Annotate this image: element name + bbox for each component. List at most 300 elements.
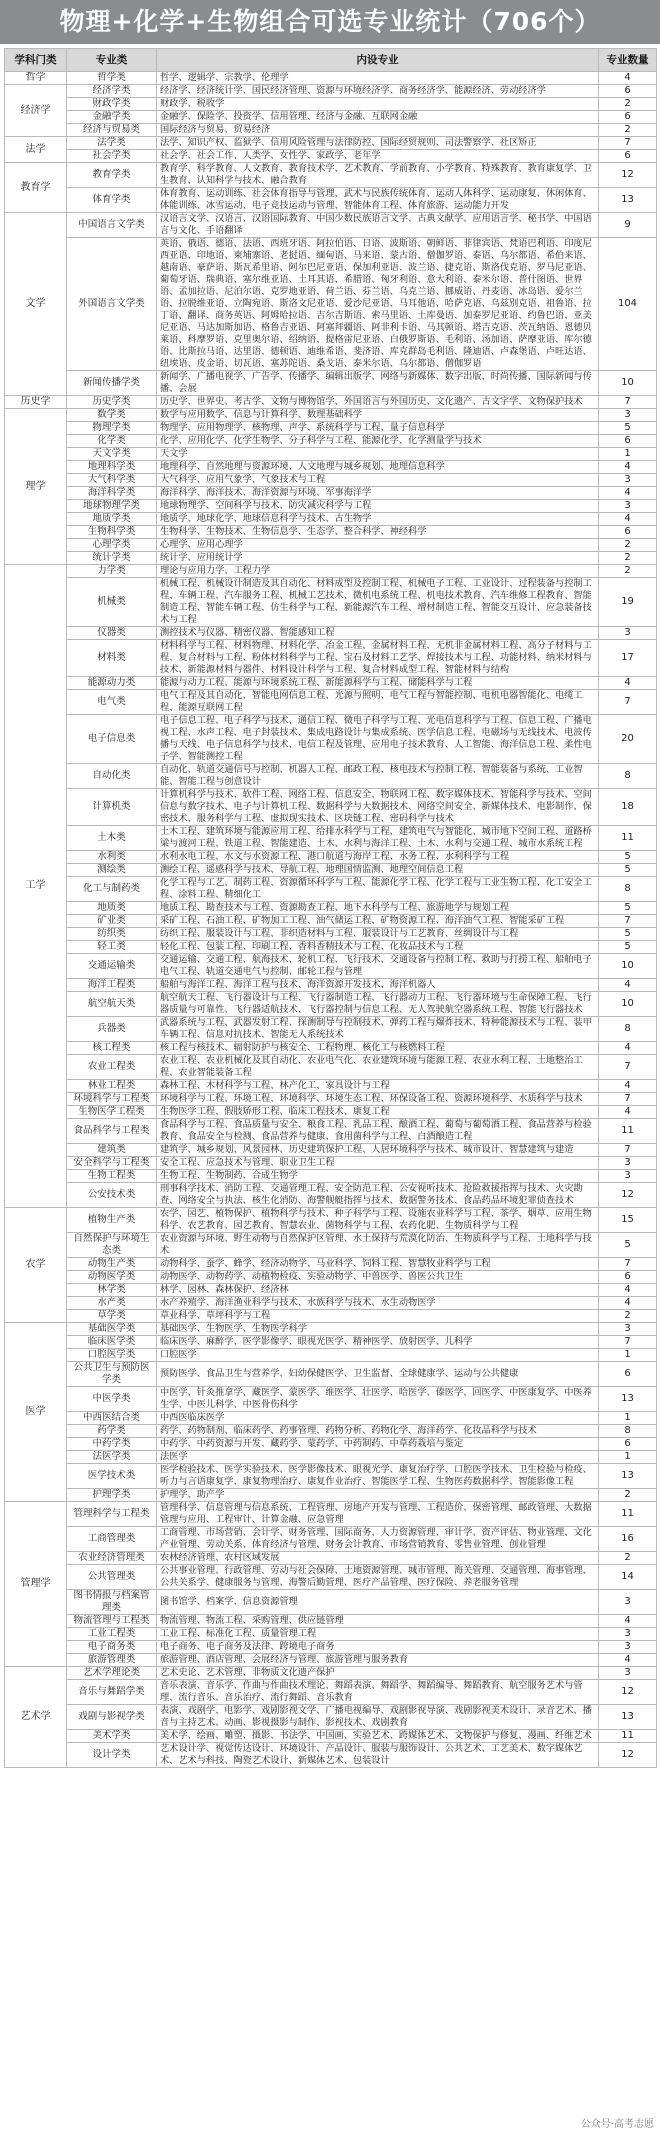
count-cell: 7: [599, 396, 657, 409]
table-row: [5, 851, 657, 864]
content-cell: 口腔医学: [157, 1349, 599, 1362]
major-class-cell: 公共卫生与预防医学类: [67, 1362, 157, 1387]
major-class-cell: 公安技术类: [67, 1183, 157, 1208]
content-cell: 管理科学、信息管理与信息系统、工程管理、房地产开发与管理、工程造价、保密管理、邮政管理、大数据管理与应用、工程审计、计算金融、应急管理: [157, 1502, 599, 1527]
content-cell: 物理学、应用物理学、核物理、声学、系统科学与工程、量子信息科学: [157, 422, 599, 435]
count-cell: 2: [599, 124, 657, 137]
table-row: [5, 1323, 657, 1336]
table-row: [5, 238, 657, 371]
table-row: [5, 941, 657, 954]
table-row: [5, 1258, 657, 1271]
table-row: [5, 992, 657, 1017]
count-cell: 8: [599, 877, 657, 902]
content-cell: 船舶与海洋工程、海洋工程与技术、海洋资源开发技术、海洋机器人: [157, 979, 599, 992]
count-cell: 3: [599, 1641, 657, 1654]
content-cell: 农业资源与环境、野生动物与自然保护区管理、水土保持与荒漠化防治、生物质科学与工程、土地科学与技术: [157, 1233, 599, 1258]
content-cell: 安全工程、应急技术与管理、职业卫生工程: [157, 1157, 599, 1170]
major-class-cell: 大气科学类: [67, 474, 157, 487]
table-row: [5, 954, 657, 979]
count-cell: 2: [599, 552, 657, 565]
count-cell: 6: [599, 150, 657, 163]
major-class-cell: 海洋科学类: [67, 487, 157, 500]
table-row: [5, 526, 657, 539]
table-row: [5, 1157, 657, 1170]
count-cell: 1: [599, 1412, 657, 1425]
major-class-cell: 草学类: [67, 1310, 157, 1323]
content-cell: 核工程与核技术、辐射防护与核安全、工程物理、核化工与核燃料工程: [157, 1042, 599, 1055]
major-class-cell: 经济与贸易类: [67, 124, 157, 137]
table-row: [5, 1654, 657, 1667]
content-cell: 中医学、针灸推拿学、藏医学、蒙医学、维医学、壮医学、哈医学、傣医学、回医学、中医康复学、中医养生学、中医儿科学、中医骨伤科学: [157, 1387, 599, 1412]
table-row: [5, 877, 657, 902]
major-class-cell: 农业经济管理类: [67, 1552, 157, 1565]
count-cell: 8: [599, 764, 657, 789]
content-cell: 海洋科学、海洋技术、海洋资源与环境、军事海洋学: [157, 487, 599, 500]
table-row: [5, 1628, 657, 1641]
major-class-cell: 生物工程类: [67, 1170, 157, 1183]
content-cell: 生物医学工程、假肢矫形工程、临床工程技术、康复工程: [157, 1106, 599, 1119]
count-cell: 14: [599, 1565, 657, 1590]
count-cell: 11: [599, 1502, 657, 1527]
count-cell: 3: [599, 627, 657, 640]
major-class-cell: 生物医学工程类: [67, 1106, 157, 1119]
content-cell: 航空航天工程、飞行器设计与工程、飞行器制造工程、飞行器动力工程、飞行器环境与生命保障工程、飞行器质量与可靠性、飞行器适航技术、飞行器控制与信息工程、无人驾驶航空器系统工程、智能飞行器技术: [157, 992, 599, 1017]
table-row: [5, 409, 657, 422]
category-cell: 农学: [5, 1208, 67, 1323]
count-cell: 1: [599, 448, 657, 461]
count-cell: 3: [599, 1170, 657, 1183]
content-cell: 体育教育、运动训练、社会体育指导与管理、武术与民族传统体育、运动人体科学、运动康复、休闲体育、体能训练、冰雪运动、电子竞技运动与管理、智能体育工程、体育旅游、运动能力开发: [157, 188, 599, 213]
count-cell: 4: [599, 513, 657, 526]
content-cell: 农林经济管理、农村区域发展: [157, 1552, 599, 1565]
table-row: [5, 213, 657, 238]
category-cell: 历史学: [5, 396, 67, 409]
count-cell: 4: [599, 677, 657, 690]
count-cell: 1: [599, 1349, 657, 1362]
content-cell: 中药学、中药资源与开发、藏药学、蒙药学、中药制药、中草药栽培与鉴定: [157, 1438, 599, 1451]
content-cell: 英语、俄语、德语、法语、西班牙语、阿拉伯语、日语、波斯语、朝鲜语、菲律宾语、梵语巴利语、印度尼西亚语、印地语、柬埔寨语、老挝语、缅甸语、马来语、蒙古语、僧伽罗语、泰语、乌尔都语、希伯来语、越南语、豪萨语、斯瓦希里语、阿尔巴尼亚语、保加利亚语、波兰语、捷克语、斯洛伐克语、罗马尼亚语、葡萄牙语、瑞典语、塞尔维亚语、土耳其语、希腊语、匈牙利语、意大利语、泰米尔语、普什图语、世界语、孟加拉语、尼泊尔语、克罗地亚语、荷兰语、芬兰语、乌克兰语、挪威语、丹麦语、冰岛语、爱尔兰语、拉脱维亚语、立陶宛语、斯洛文尼亚语、爱沙尼亚语、马耳他语、哈萨克语、乌兹别克语、祖鲁语、拉丁语、翻译、商务英语、阿姆哈拉语、吉尔吉斯语、索马里语、土库曼语、加泰罗尼亚语、约鲁巴语、亚美尼亚语、马达加斯加语、格鲁吉亚语、阿塞拜疆语、阿非利卡语、马其顿语、塔吉克语、茨瓦纳语、恩德贝莱语、科摩罗语、克里奥尔语、绍纳语、提格雷尼亚语、白俄罗斯语、毛利语、汤加语、萨摩亚语、库尔德语、比斯拉马语、达里语、德顿语、迪维希语、斐济语、库克群岛毛利语、隆迪语、卢森堡语、卢旺达语、纽埃语、皮金语、切瓦语、塞苏陀语、桑戈语、泰米尔语、乌尔都语、僧伽罗语: [157, 238, 599, 371]
content-cell: 水产养殖学、海洋渔业科学与技术、水族科学与技术、水生动物医学: [157, 1297, 599, 1310]
major-class-cell: 管理科学与工程类: [67, 1502, 157, 1527]
count-cell: 3: [599, 1323, 657, 1336]
major-class-cell: 美术学类: [67, 1730, 157, 1743]
count-cell: 2: [599, 1310, 657, 1323]
major-class-cell: 外国语言文学类: [67, 238, 157, 371]
content-cell: 临床医学、麻醉学、医学影像学、眼视光医学、精神医学、放射医学、儿科学: [157, 1336, 599, 1349]
table-row: [5, 1271, 657, 1284]
content-cell: 药学、药物制剂、临床药学、药事管理、药物分析、药物化学、海洋药学、化妆品科学与技术: [157, 1425, 599, 1438]
major-class-cell: 护理学类: [67, 1489, 157, 1502]
content-cell: 财政学、税收学: [157, 98, 599, 111]
content-cell: 图书馆学、档案学、信息资源管理: [157, 1590, 599, 1615]
category-cell: 哲学: [5, 72, 67, 85]
major-class-cell: 轻工类: [67, 941, 157, 954]
count-cell: 7: [599, 1093, 657, 1106]
major-class-cell: 机械类: [67, 578, 157, 627]
count-cell: 4: [599, 72, 657, 85]
count-cell: 8: [599, 1017, 657, 1042]
table-row: [5, 552, 657, 565]
content-cell: 纺织工程、服装设计与工程、非织造材料与工程、服装设计与工艺教育、丝绸设计与工程: [157, 928, 599, 941]
table-row: [5, 979, 657, 992]
major-class-cell: 中医学类: [67, 1387, 157, 1412]
count-cell: 7: [599, 1144, 657, 1157]
major-class-cell: 航空航天类: [67, 992, 157, 1017]
table-row: [5, 1144, 657, 1157]
content-cell: 电子信息工程、电子科学与技术、通信工程、微电子科学与工程、光电信息科学与工程、信息工程、广播电视工程、水声工程、电子封装技术、集成电路设计与集成系统、医学信息工程、电磁场与无线技术、电波传播与天线、电子信息科学与技术、电信工程及管理、应用电子技术教育、人工智能、海洋信息工程、柔性电子学、智能测控工程: [157, 715, 599, 764]
major-class-cell: 环境科学与工程类: [67, 1093, 157, 1106]
content-cell: 历史学、世界史、考古学、文物与博物馆学、外国语言与外国历史、文化遗产、古文字学、文物保护技术: [157, 396, 599, 409]
content-cell: 物流管理、物流工程、采购管理、供应链管理: [157, 1615, 599, 1628]
count-cell: 2: [599, 539, 657, 552]
content-cell: 化学、应用化学、化学生物学、分子科学与工程、能源化学、化学测量学与技术: [157, 435, 599, 448]
major-class-cell: 动物医学类: [67, 1271, 157, 1284]
count-cell: 12: [599, 1743, 657, 1768]
table-row: [5, 1730, 657, 1743]
content-cell: 护理学、助产学: [157, 1489, 599, 1502]
table-row: [5, 1438, 657, 1451]
table-row: [5, 474, 657, 487]
major-class-cell: 仪器类: [67, 627, 157, 640]
table-row: [5, 1336, 657, 1349]
count-cell: 11: [599, 1119, 657, 1144]
major-class-cell: 工业工程类: [67, 1628, 157, 1641]
major-class-cell: 地理科学类: [67, 461, 157, 474]
count-cell: 3: [599, 1590, 657, 1615]
table-body: [5, 72, 657, 1768]
major-class-cell: 工商管理类: [67, 1527, 157, 1552]
table-row: [5, 1233, 657, 1258]
content-cell: 自动化、轨道交通信号与控制、机器人工程、邮政工程、核电技术与控制工程、智能装备与系统、工业智能、智能工程与创意设计: [157, 764, 599, 789]
major-class-cell: 能源动力类: [67, 677, 157, 690]
major-class-cell: 水利类: [67, 851, 157, 864]
table-row: [5, 928, 657, 941]
content-cell: 动物医学、动物药学、动植物检疫、实验动物学、中兽医学、兽医公共卫生: [157, 1271, 599, 1284]
header-category: 学科门类: [5, 49, 67, 72]
major-class-cell: 地球物理学类: [67, 500, 157, 513]
count-cell: 6: [599, 111, 657, 124]
table-row: [5, 1502, 657, 1527]
table-row: [5, 1362, 657, 1387]
count-cell: 7: [599, 1055, 657, 1080]
count-cell: 8: [599, 1425, 657, 1438]
table-row: [5, 1527, 657, 1552]
table-row: [5, 789, 657, 826]
major-class-cell: 交通运输类: [67, 954, 157, 979]
count-cell: 6: [599, 526, 657, 539]
major-class-cell: 农业工程类: [67, 1055, 157, 1080]
major-class-cell: 电子商务类: [67, 1641, 157, 1654]
count-cell: 7: [599, 1336, 657, 1349]
major-class-cell: 法医学类: [67, 1451, 157, 1464]
category-cell: 文学: [5, 213, 67, 396]
major-class-cell: 计算机类: [67, 789, 157, 826]
content-cell: 电子商务、电子商务及法律、跨境电子商务: [157, 1641, 599, 1654]
major-class-cell: 建筑类: [67, 1144, 157, 1157]
table-row: [5, 422, 657, 435]
major-class-cell: 土木类: [67, 826, 157, 851]
content-cell: 汉语言文学、汉语言、汉语国际教育、中国少数民族语言文学、古典文献学、应用语言学、秘书学、中国语言与文化、手语翻译: [157, 213, 599, 238]
category-cell: 教育学: [5, 163, 67, 213]
count-cell: 16: [599, 1527, 657, 1552]
content-cell: 大气科学、应用气象学、气象技术与工程: [157, 474, 599, 487]
major-class-cell: 公共管理类: [67, 1565, 157, 1590]
table-row: [5, 1042, 657, 1055]
content-cell: 能源与动力工程、能源与环境系统工程、新能源科学与工程、储能科学与工程: [157, 677, 599, 690]
major-class-cell: 食品科学与工程类: [67, 1119, 157, 1144]
count-cell: 5: [599, 902, 657, 915]
major-class-cell: 旅游管理类: [67, 1654, 157, 1667]
content-cell: 新闻学、广播电视学、广告学、传播学、编辑出版学、网络与新媒体、数字出版、时尚传播、国际新闻与传播、会展: [157, 371, 599, 396]
category-cell: 理学: [5, 409, 67, 565]
count-cell: 1: [599, 1451, 657, 1464]
table-row: [5, 163, 657, 188]
major-class-cell: 水产类: [67, 1297, 157, 1310]
content-cell: 地球物理学、空间科学与技术、防灾减灾科学与工程: [157, 500, 599, 513]
table-row: [5, 1552, 657, 1565]
major-class-cell: 纺织类: [67, 928, 157, 941]
content-cell: 金融学、保险学、投资学、信用管理、经济与金融、互联网金融: [157, 111, 599, 124]
count-cell: 2: [599, 565, 657, 578]
table-row: [5, 539, 657, 552]
table-row: [5, 1055, 657, 1080]
content-cell: 艺术设计学、视觉传达设计、环境设计、产品设计、服装与服饰设计、公共艺术、工艺美术、数字媒体艺术、艺术与科技、陶瓷艺术设计、新媒体艺术、包装设计: [157, 1743, 599, 1768]
content-cell: 法学、知识产权、监狱学、信用风险管理与法律防控、国际经贸规则、司法警察学、社区矫正: [157, 137, 599, 150]
count-cell: 5: [599, 941, 657, 954]
count-cell: 4: [599, 979, 657, 992]
content-cell: 教育学、科学教育、人文教育、教育技术学、艺术教育、学前教育、小学教育、特殊教育、教育康复学、卫生教育、认知科学与技术、融合教育: [157, 163, 599, 188]
count-cell: 15: [599, 1208, 657, 1233]
major-class-cell: 地质学类: [67, 513, 157, 526]
content-cell: 数学与应用数学、信息与计算科学、数理基础科学: [157, 409, 599, 422]
table-row: [5, 1093, 657, 1106]
table-row: [5, 1615, 657, 1628]
major-class-cell: 统计学类: [67, 552, 157, 565]
table-row: [5, 1349, 657, 1362]
table-row: [5, 1119, 657, 1144]
content-cell: 水利水电工程、水文与水资源工程、港口航道与海岸工程、水务工程、水利科学与工程: [157, 851, 599, 864]
header-major-class: 专业类: [67, 49, 157, 72]
content-cell: 交通运输、交通工程、航海技术、轮机工程、飞行技术、交通设备与控制工程、救助与打捞工程、船舶电子电气工程、轨道交通电气与控制、邮轮工程与管理: [157, 954, 599, 979]
content-cell: 材料科学与工程、材料物理、材料化学、冶金工程、金属材料工程、无机非金属材料工程、高分子材料与工程、复合材料与工程、粉体材料科学与工程、宝石及材料工艺学、焊接技术与工程、功能材料、纳米材料与技术、新能源材料与器件、材料设计科学与工程、复合材料成型工程、智能材料与结构: [157, 640, 599, 677]
table-row: [5, 677, 657, 690]
content-cell: 医学检验技术、医学实验技术、医学影像技术、眼视光学、康复治疗学、口腔医学技术、卫生检验与检疫、听力与言语康复学、康复物理治疗、康复作业治疗、智能医学工程、生物医药数据科学、智能影像工程: [157, 1464, 599, 1489]
major-class-cell: 中西医结合类: [67, 1412, 157, 1425]
content-cell: 农学、园艺、植物保护、植物科学与技术、种子科学与工程、设施农业科学与工程、茶学、烟草、应用生物科学、农艺教育、园艺教育、智慧农业、菌物科学与工程、农药化肥、生物质科学与工程: [157, 1208, 599, 1233]
table-row: [5, 85, 657, 98]
major-class-cell: 音乐与舞蹈学类: [67, 1680, 157, 1705]
major-class-cell: 自然保护与环境生态类: [67, 1233, 157, 1258]
table-row: [5, 98, 657, 111]
table-row: [5, 578, 657, 627]
table-row: [5, 396, 657, 409]
content-cell: 土木工程、建筑环境与能源应用工程、给排水科学与工程、建筑电气与智能化、城市地下空间工程、道路桥梁与渡河工程、铁道工程、智能建造、土木、水利与海洋工程、土木、水利与交通工程、城市水系统工程: [157, 826, 599, 851]
content-cell: 旅游管理、酒店管理、会展经济与管理、旅游管理与服务教育: [157, 1654, 599, 1667]
major-class-cell: 林学类: [67, 1284, 157, 1297]
major-class-cell: 哲学类: [67, 72, 157, 85]
header-content: 内设专业: [157, 49, 599, 72]
count-cell: 13: [599, 188, 657, 213]
content-cell: 工商管理、市场营销、会计学、财务管理、国际商务、人力资源管理、审计学、资产评估、物业管理、文化产业管理、劳动关系、体育经济与管理、财务会计教育、市场营销教育、零售业管理、创业管理: [157, 1527, 599, 1552]
count-cell: 7: [599, 1258, 657, 1271]
content-cell: 地质工程、勘查技术与工程、资源勘查工程、地下水科学与工程、旅游地学与规划工程: [157, 902, 599, 915]
count-cell: 5: [599, 1233, 657, 1258]
table-row: [5, 435, 657, 448]
count-cell: 18: [599, 789, 657, 826]
count-cell: 2: [599, 1552, 657, 1565]
major-class-cell: 心理学类: [67, 539, 157, 552]
table-header-row: [5, 49, 657, 72]
count-cell: 5: [599, 928, 657, 941]
content-cell: 计算机科学与技术、软件工程、网络工程、信息安全、物联网工程、数字媒体技术、智能科学与技术、空间信息与数字技术、电子与计算机工程、数据科学与大数据技术、网络空间安全、新媒体技术、电影制作、保密技术、服务科学与工程、虚拟现实技术、区块链工程、密码科学与技术: [157, 789, 599, 826]
content-cell: 哲学、逻辑学、宗教学、伦理学: [157, 72, 599, 85]
table-row: [5, 448, 657, 461]
content-cell: 测控技术与仪器、精密仪器、智能感知工程: [157, 627, 599, 640]
table-row: [5, 1667, 657, 1680]
content-cell: 表演、戏剧学、电影学、戏剧影视文学、广播电视编导、戏剧影视导演、戏剧影视美术设计、录音艺术、播音与主持艺术、动画、影视摄影与制作、影视技术、戏剧教育: [157, 1705, 599, 1730]
major-class-cell: 测绘类: [67, 864, 157, 877]
count-cell: 3: [599, 409, 657, 422]
count-cell: 11: [599, 1730, 657, 1743]
major-class-cell: 电子信息类: [67, 715, 157, 764]
table-row: [5, 1387, 657, 1412]
major-class-cell: 历史学类: [67, 396, 157, 409]
count-cell: 3: [599, 474, 657, 487]
category-cell: 工学: [5, 565, 67, 1208]
content-cell: 基础医学、生物医学、生物医学科学: [157, 1323, 599, 1336]
table-row: [5, 1590, 657, 1615]
major-stats-table: [4, 48, 657, 1768]
table-row: [5, 1705, 657, 1730]
count-cell: 4: [599, 1615, 657, 1628]
content-cell: 机械工程、机械设计制造及其自动化、材料成型及控制工程、机械电子工程、工业设计、过程装备与控制工程、车辆工程、汽车服务工程、机械工艺技术、微机电系统工程、机电技术教育、汽车维修工程教育、智能制造工程、智能车辆工程、仿生科学与工程、新能源汽车工程、增材制造工程、智能交互设计、应急装备技术与工程: [157, 578, 599, 627]
table-row: [5, 1208, 657, 1233]
major-class-cell: 数学类: [67, 409, 157, 422]
count-cell: 3: [599, 1628, 657, 1641]
content-cell: 国际经济与贸易、贸易经济: [157, 124, 599, 137]
major-class-cell: 植物生产类: [67, 1208, 157, 1233]
count-cell: 7: [599, 915, 657, 928]
content-cell: 生物工程、生物制药、合成生物学: [157, 1170, 599, 1183]
table-row: [5, 1641, 657, 1654]
major-class-cell: 戏剧与影视学类: [67, 1705, 157, 1730]
count-cell: 4: [599, 1297, 657, 1310]
table-row: [5, 487, 657, 500]
content-cell: 社会学、社会工作、人类学、女性学、家政学、老年学: [157, 150, 599, 163]
major-class-cell: 中国语言文学类: [67, 213, 157, 238]
major-class-cell: 新闻传播学类: [67, 371, 157, 396]
category-cell: 管理学: [5, 1502, 67, 1667]
table-row: [5, 72, 657, 85]
table-row: [5, 124, 657, 137]
major-class-cell: 自动化类: [67, 764, 157, 789]
major-class-cell: 核工程类: [67, 1042, 157, 1055]
content-cell: 动物科学、蚕学、蜂学、经济动物学、马业科学、饲料工程、智慧牧业科学与工程: [157, 1258, 599, 1271]
major-class-cell: 兵器类: [67, 1017, 157, 1042]
content-cell: 地理科学、自然地理与资源环境、人文地理与城乡规划、地理信息科学: [157, 461, 599, 474]
table-row: [5, 627, 657, 640]
major-class-cell: 图书情报与档案管理类: [67, 1590, 157, 1615]
content-cell: 预防医学、食品卫生与营养学、妇幼保健医学、卫生监督、全球健康学、运动与公共健康: [157, 1362, 599, 1387]
major-class-cell: 安全科学与工程类: [67, 1157, 157, 1170]
count-cell: 4: [599, 461, 657, 474]
major-class-cell: 设计学类: [67, 1743, 157, 1768]
count-cell: 5: [599, 422, 657, 435]
major-class-cell: 物流管理与工程类: [67, 1615, 157, 1628]
count-cell: 6: [599, 85, 657, 98]
table-row: [5, 690, 657, 715]
major-class-cell: 教育学类: [67, 163, 157, 188]
major-class-cell: 药学类: [67, 1425, 157, 1438]
major-class-cell: 林业工程类: [67, 1080, 157, 1093]
table-row: [5, 1680, 657, 1705]
table-row: [5, 150, 657, 163]
content-cell: 建筑学、城乡规划、风景园林、历史建筑保护工程、人居环境科学与技术、城市设计、智慧建筑与建造: [157, 1144, 599, 1157]
count-cell: 6: [599, 1438, 657, 1451]
major-class-cell: 电气类: [67, 690, 157, 715]
count-cell: 7: [599, 137, 657, 150]
count-cell: 12: [599, 1183, 657, 1208]
count-cell: 9: [599, 213, 657, 238]
major-class-cell: 中药学类: [67, 1438, 157, 1451]
content-cell: 环境科学与工程、环境工程、环境科学、环境生态工程、环保设备工程、资源环境科学、水质科学与技术: [157, 1093, 599, 1106]
table-row: [5, 640, 657, 677]
content-cell: 生物科学、生物技术、生物信息学、生态学、整合科学、神经科学: [157, 526, 599, 539]
major-class-cell: 经济学类: [67, 85, 157, 98]
count-cell: 4: [599, 1106, 657, 1119]
major-class-cell: 体育学类: [67, 188, 157, 213]
major-class-cell: 金融学类: [67, 111, 157, 124]
content-cell: 化学工程与工艺、制药工程、资源循环科学与工程、能源化学工程、化学工程与工业生物工程、化工安全工程、涂料工程、精细化工: [157, 877, 599, 902]
table-row: [5, 764, 657, 789]
major-class-cell: 法学类: [67, 137, 157, 150]
table-row: [5, 137, 657, 150]
content-cell: 艺术史论、艺术管理、非物质文化遗产保护: [157, 1667, 599, 1680]
header-count: 专业数量: [599, 49, 657, 72]
table-row: [5, 111, 657, 124]
table-row: [5, 1183, 657, 1208]
table-row: [5, 1451, 657, 1464]
major-class-cell: 临床医学类: [67, 1336, 157, 1349]
content-cell: 采矿工程、石油工程、矿物加工工程、油气储运工程、矿物资源工程、海洋油气工程、智能采矿工程: [157, 915, 599, 928]
content-cell: 地质学、地球化学、地球信息科学与技术、古生物学: [157, 513, 599, 526]
count-cell: 4: [599, 487, 657, 500]
table-row: [5, 1565, 657, 1590]
count-cell: 5: [599, 851, 657, 864]
major-class-cell: 艺术学理论类: [67, 1667, 157, 1680]
table-row: [5, 1106, 657, 1119]
table-row: [5, 864, 657, 877]
count-cell: 13: [599, 1705, 657, 1730]
content-cell: 农业工程、农业机械化及其自动化、农业电气化、农业建筑环境与能源工程、农业水利工程、土地整治工程、农业智能装备工程: [157, 1055, 599, 1080]
content-cell: 刑事科学技术、消防工程、交通管理工程、安全防范工程、公安视听技术、抢险救援指挥与技术、火灾勘查、网络安全与执法、核生化消防、海警舰艇指挥与技术、数据警务技术、食品药品环境犯罪侦查技术: [157, 1183, 599, 1208]
content-cell: 中西医临床医学: [157, 1412, 599, 1425]
major-class-cell: 天文学类: [67, 448, 157, 461]
table-row: [5, 1284, 657, 1297]
table-row: [5, 1412, 657, 1425]
major-class-cell: 力学类: [67, 565, 157, 578]
table-row: [5, 188, 657, 213]
content-cell: 草业科学、草坪科学与工程: [157, 1310, 599, 1323]
content-cell: 工业工程、标准化工程、质量管理工程: [157, 1628, 599, 1641]
count-cell: 4: [599, 1654, 657, 1667]
count-cell: 10: [599, 954, 657, 979]
major-class-cell: 社会学类: [67, 150, 157, 163]
table-row: [5, 513, 657, 526]
table-row: [5, 1170, 657, 1183]
table-row: [5, 1310, 657, 1323]
content-cell: 统计学、应用统计学: [157, 552, 599, 565]
